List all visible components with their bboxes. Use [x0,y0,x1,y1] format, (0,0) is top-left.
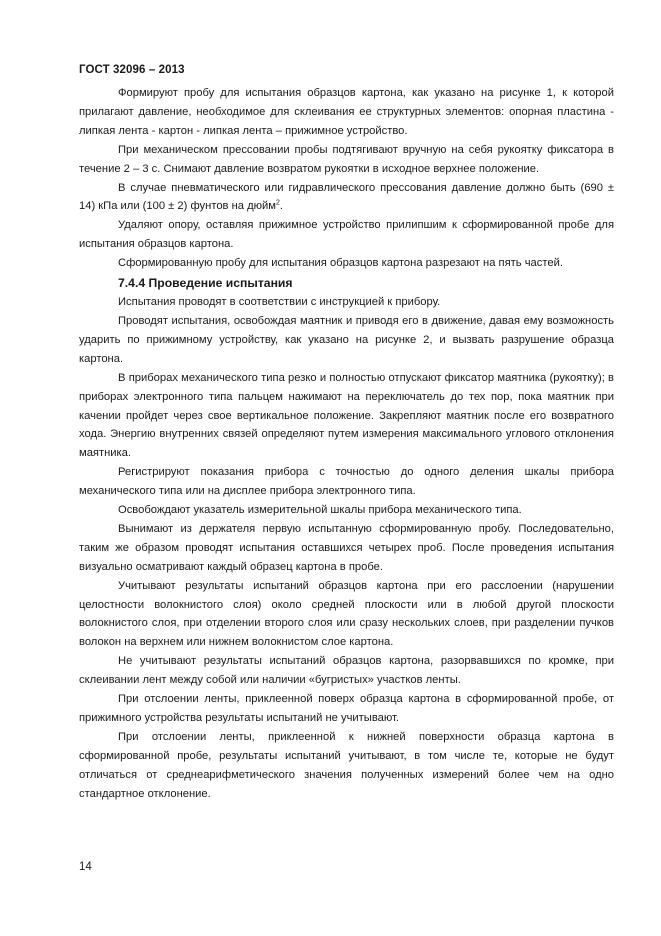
paragraph: Испытания проводят в соответствии с инструкцией к прибору. [118,296,441,309]
paragraph: Вынимают из держателя первую испытанную сформированную пробу. Последовательно, таким же образом проводят испытания оставшихся четырех проб. После проведения испытания визуально осматривают каждый образец картона в пробе. [79,522,614,573]
paragraph: Регистрируют показания прибора с точностью до одного деления шкалы прибора механического типа или на дисплее прибора электронного типа. [79,466,614,498]
document-header: ГОСТ 32096 – 2013 [79,64,185,76]
paragraph: Сформированную пробу для испытания образцов картона разрезают на пять частей. [118,257,563,270]
paragraph: Освобождают указатель измерительной шкалы прибора механического типа. [118,504,522,517]
paragraph: При отслоении ленты, приклеенной поверх образца картона в сформированной пробе, от прижимного устройства результаты испытаний не учитывают. [79,693,614,724]
paragraph: Учитывают результаты испытаний образцов картона при его расслоении (нарушении целостности волокнистого слоя) около средней плоскости или в любой другой плоскости волокнистого слоя, при отделении второго слоя или сразу нескольких слоев, при разделении пучков волокон на верхнем или нижнем волокнистом слое картона. [79,579,614,649]
paragraph-pressure [79,179,614,217]
page-number: 14 [79,861,92,873]
paragraph: Удаляют опору, оставляя прижимное устройство прилипшим к сформированной пробе для испытания образцов картона. [79,219,614,251]
superscript: 2 [275,199,280,207]
paragraph: Не учитывают результаты испытаний образцов картона, разорвавшихся по кромке, при склеивании лент между собой или наличии «бугристых» участков ленты. [79,655,614,687]
paragraph: При механическом прессовании пробы подтягивают вручную на себя рукоятку фиксатора в течение 2 – 3 с. Снимают давление возвратом рукоятки в исходное верхнее положение. [79,143,614,175]
pressure-end: . [279,200,283,213]
pressure-text: В случае пневматического или гидравлического прессования давление должно быть (690 ± 14) кПа или (100 ± 2) фунтов на дюйм [79,181,614,213]
section-heading: 7.4.4 Проведение испытания [118,276,293,291]
paragraph: В приборах механического типа резко и полностью отпускают фиксатор маятника (рукоятку); в приборах электронного типа пальцем нажимают на переключатель до тех пор, пока маятник при качении пройдет через свое вертикальное положение. Закрепляют маятник после его возвратного хода. Энергию внутренних связей определяют путем измерения максимального углового отклонения маятника. [79,371,614,460]
paragraph: При отслоении ленты, приклеенной к нижней поверхности образца картона в сформированной пробе, результаты испытаний учитывают, в том числе те, которые не будут отличаться от среднеарифметического значения полученных измерений более чем на одно стандартное отклонение. [79,730,614,800]
paragraph: Проводят испытания, освобождая маятник и приводя его в движение, давая ему возможность ударить по прижимному устройству, как указано на рисунке 2, и вызвать разрушение образца картона. [79,314,614,365]
page-body [79,84,614,804]
paragraph: Формируют пробу для испытания образцов картона, как указано на рисунке 1, к которой прилагают давление, необходимое для склеивания ее структурных элементов: опорная пластина - липкая лента - картон - липкая лента – прижимное устройство. [79,87,614,137]
